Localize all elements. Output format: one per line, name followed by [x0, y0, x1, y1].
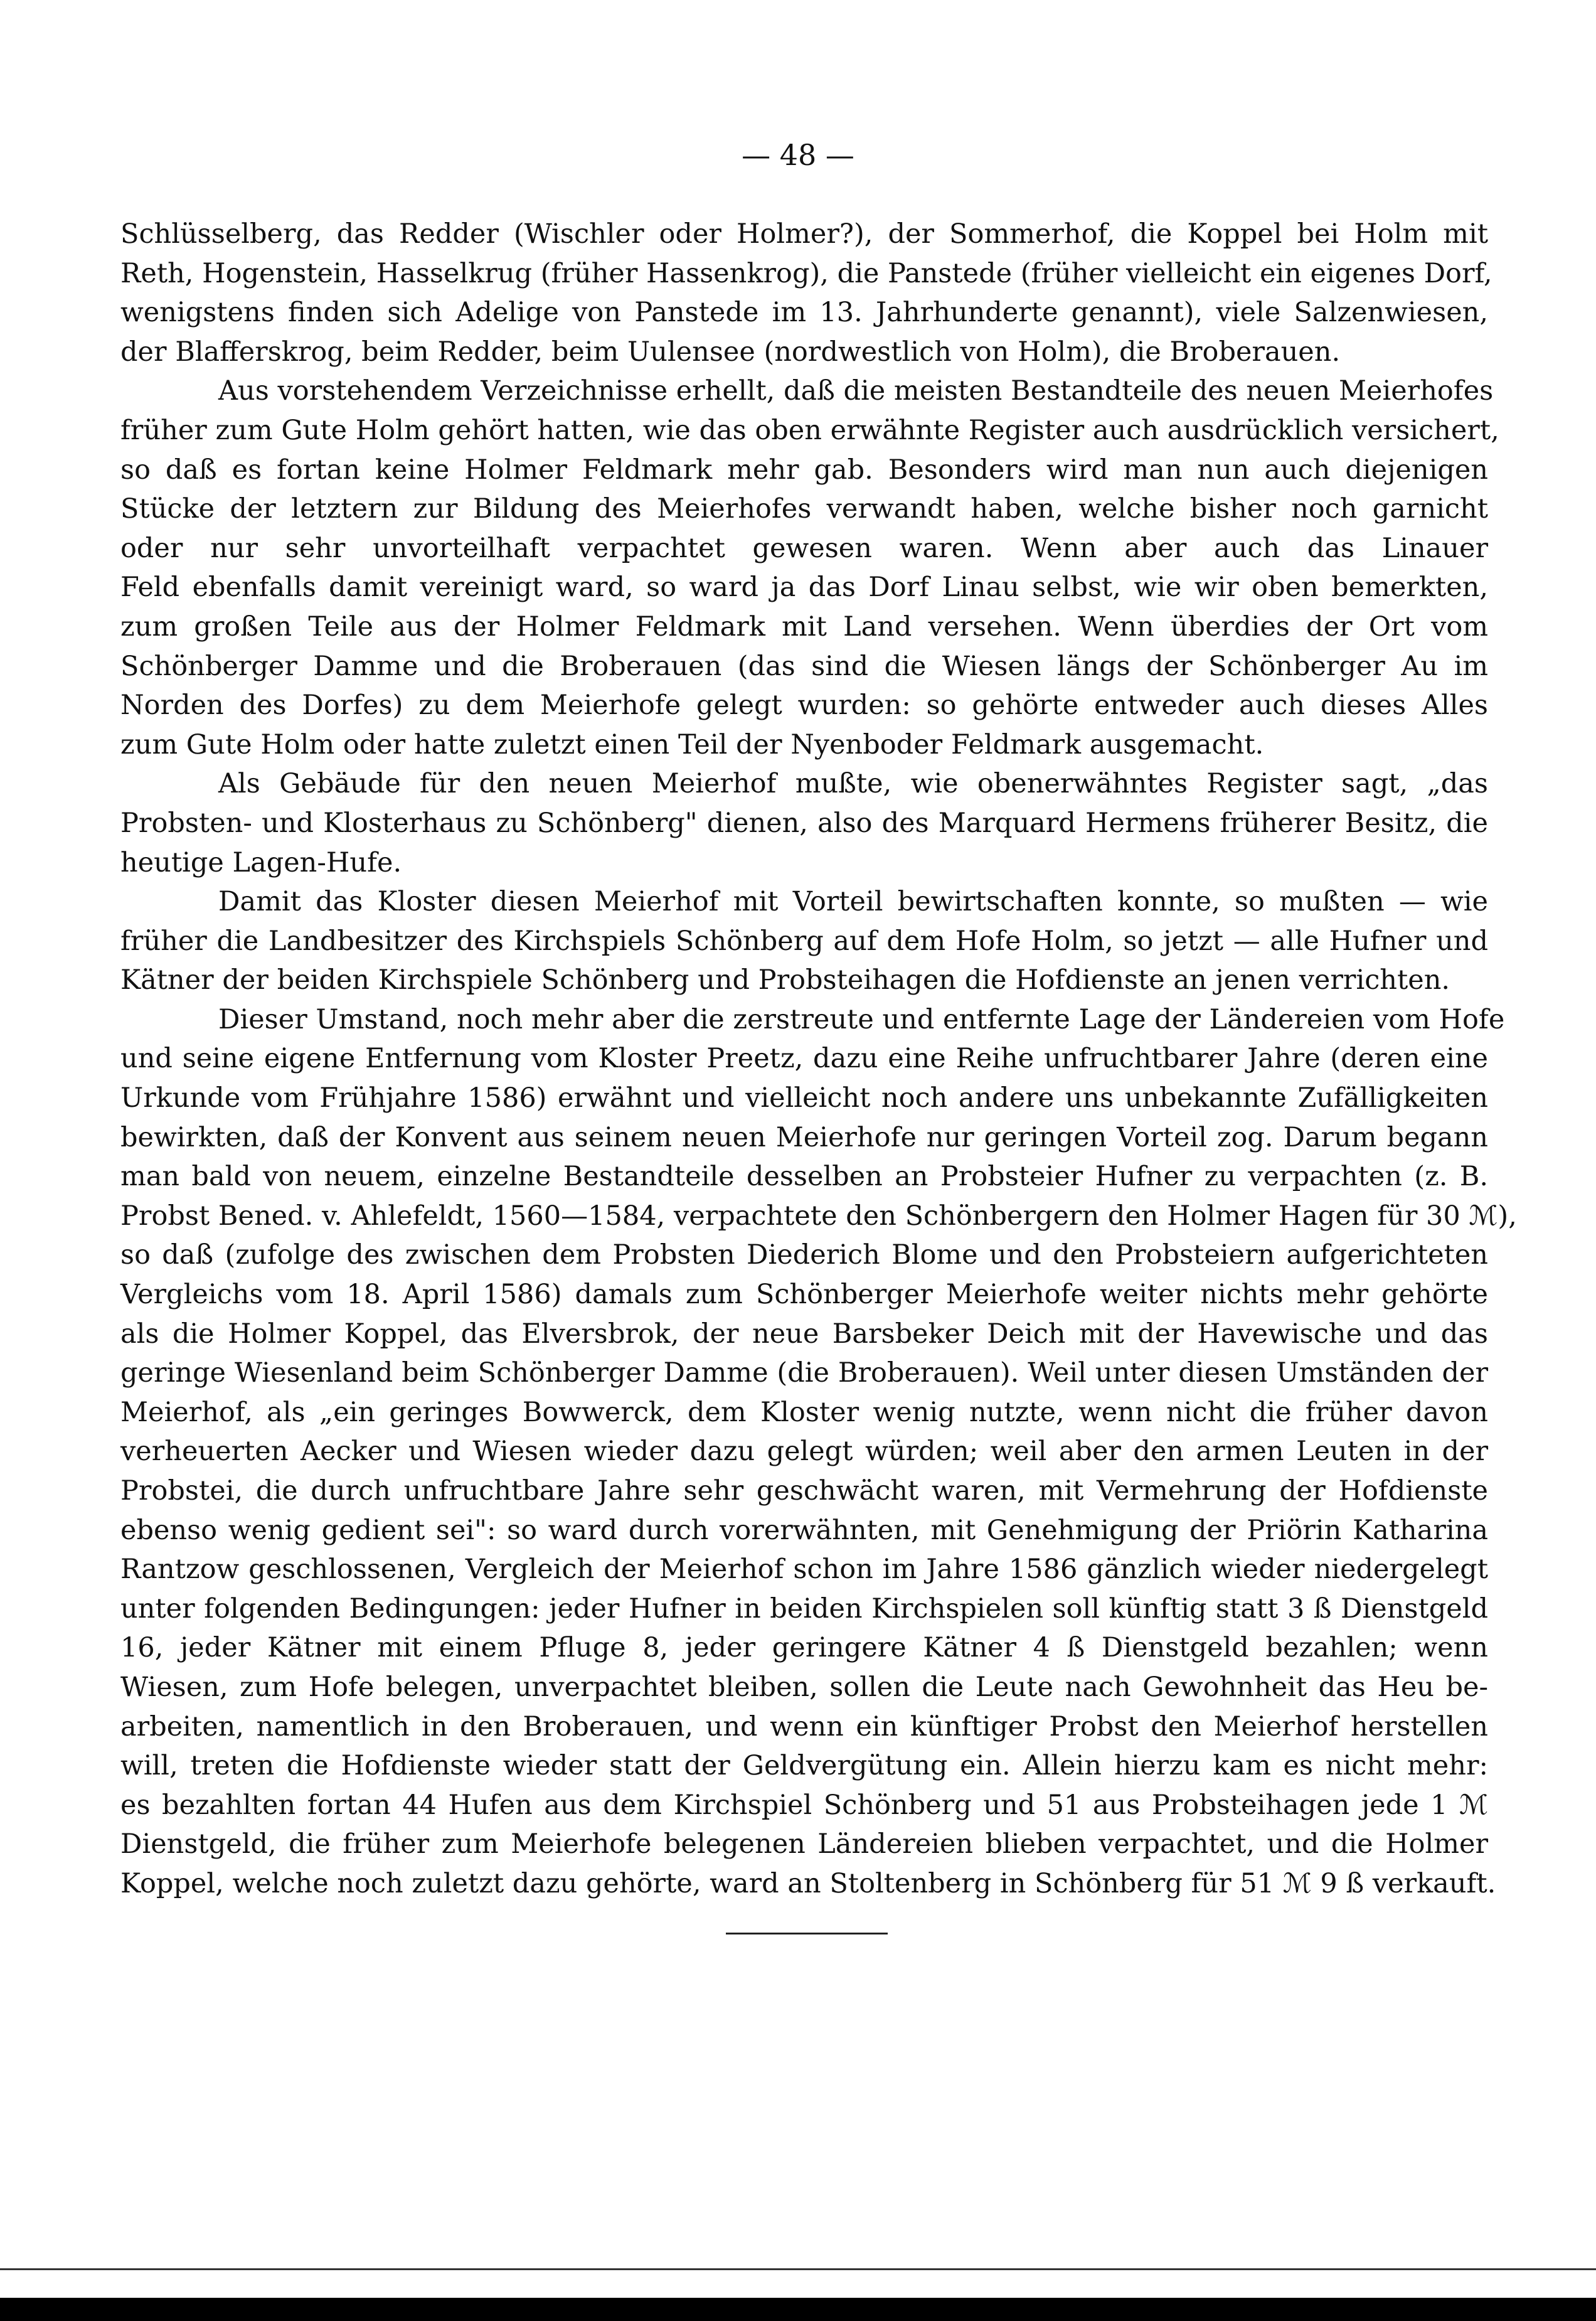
text-line: Rantzow geschlossenen, Vergleich der Meierhof schon im Jahre 1586 gänzlich wieder niedergelegt — [120, 1554, 1488, 1586]
text-line: Reth, Hogenstein, Hasselkrug (früher Hassenkrog), die Panstede (früher vielleicht ein eigenes Dorf, — [120, 257, 1492, 289]
section-divider — [726, 1933, 888, 1934]
text-line: will, treten die Hofdienste wieder statt der Geldvergütung ein. Allein hierzu kam es nicht mehr: — [120, 1750, 1488, 1782]
text-line: und seine eigene Entfernung vom Kloster Preetz, dazu eine Reihe unfruchtbarer Jahre (deren eine — [120, 1043, 1488, 1075]
text-line: Vergleichs vom 18. April 1586) damals zum Schönberger Meierhofe weiter nichts mehr gehörte — [120, 1279, 1488, 1311]
text-line: früher die Landbesitzer des Kirchspiels Schönberg auf dem Hofe Holm, so jetzt — alle Hufner und — [120, 925, 1488, 957]
text-line: Probsten- und Klosterhaus zu Schönberg" dienen, also des Marquard Hermens früherer Besitz, die — [120, 807, 1488, 839]
scan-edge-line — [0, 2268, 1596, 2270]
body-text — [120, 215, 1517, 1904]
text-line: Probst Bened. v. Ahlefeldt, 1560—1584, verpachtete den Schönbergern den Holmer Hagen für 30 ℳ), — [120, 1200, 1517, 1232]
text-line: 16, jeder Kätner mit einem Pfluge 8, jeder geringere Kätner 4 ß Dienstgeld bezahlen; wenn — [120, 1632, 1488, 1664]
scan-edge-bar — [0, 2298, 1596, 2321]
text-line: so daß es fortan keine Holmer Feldmark mehr gab. Besonders wird man nun auch diejenigen — [120, 454, 1488, 486]
text-line: Kätner der beiden Kirchspiele Schönberg und Probsteihagen die Hofdienste an jenen verrichten. — [120, 964, 1450, 996]
text-line: geringe Wiesenland beim Schönberger Damme (die Broberauen). Weil unter diesen Umständen der — [120, 1357, 1488, 1389]
text-line: zum Gute Holm oder hatte zuletzt einen Teil der Nyenboder Feldmark ausgemacht. — [120, 728, 1264, 760]
text-line: zum großen Teile aus der Holmer Feldmark mit Land versehen. Wenn überdies der Ort vom — [120, 611, 1488, 643]
text-line: Aus vorstehendem Verzeichnisse erhellt, daß die meisten Bestandteile des neuen Meierhofes — [218, 375, 1494, 407]
text-line: arbeiten, namentlich in den Broberauen, und wenn ein künftiger Probst den Meierhof herstellen — [120, 1710, 1488, 1742]
text-line: Feld ebenfalls damit vereinigt ward, so ward ja das Dorf Linau selbst, wie wir oben bemerkten, — [120, 572, 1488, 604]
text-line: Schlüsselberg, das Redder (Wischler oder Holmer?), der Sommerhof, die Koppel bei Holm mit — [120, 218, 1488, 250]
text-line: ebenso wenig gedient sei": so ward durch vorerwähnten, mit Genehmigung der Priörin Katharina — [120, 1514, 1488, 1546]
text-line: Urkunde vom Frühjahre 1586) erwähnt und vielleicht noch andere uns unbekannte Zufälligkeiten — [120, 1082, 1488, 1114]
text-line: wenigstens finden sich Adelige von Panstede im 13. Jahrhunderte genannt), viele Salzenwiesen, — [120, 297, 1488, 329]
text-line: verheuerten Aecker und Wiesen wieder dazu gelegt würden; weil aber den armen Leuten in der — [120, 1436, 1488, 1468]
text-line: man bald von neuem, einzelne Bestandteile desselben an Probsteier Hufner zu verpachten (z. B. — [120, 1161, 1488, 1193]
text-line: Schönberger Damme und die Broberauen (das sind die Wiesen längs der Schönberger Au im — [120, 650, 1488, 682]
text-line: Stücke der letztern zur Bildung des Meierhofes verwandt haben, welche bisher noch garnicht — [120, 493, 1488, 525]
text-line: unter folgenden Bedingungen: jeder Hufner in beiden Kirchspielen soll künftig statt 3 ß Dienstgeld — [120, 1593, 1488, 1625]
text-line: Probstei, die durch unfruchtbare Jahre sehr geschwächt waren, mit Vermehrung der Hofdienste — [120, 1475, 1488, 1507]
text-line: der Blafferskrog, beim Redder, beim Uulensee (nordwestlich von Holm), die Broberauen. — [120, 336, 1341, 368]
text-line: Dienstgeld, die früher zum Meierhofe belegenen Ländereien blieben verpachtet, und die Holmer — [120, 1828, 1488, 1860]
text-line: es bezahlten fortan 44 Hufen aus dem Kirchspiel Schönberg und 51 aus Probsteihagen jede 1 ℳ — [120, 1789, 1488, 1821]
page-number: — 48 — — [742, 138, 854, 172]
text-line: heutige Lagen-Hufe. — [120, 846, 402, 878]
text-line: Damit das Kloster diesen Meierhof mit Vorteil bewirtschaften konnte, so mußten — wie — [218, 886, 1488, 918]
text-line: oder nur sehr unvorteilhaft verpachtet gewesen waren. Wenn aber auch das Linauer — [120, 532, 1488, 564]
text-line: Norden des Dorfes) zu dem Meierhofe gelegt wurden: so gehörte entweder auch dieses Alles — [120, 690, 1488, 722]
text-line: Dieser Umstand, noch mehr aber die zerstreute und entfernte Lage der Ländereien vom Hofe — [218, 1003, 1505, 1035]
text-line: bewirkten, daß der Konvent aus seinem neuen Meierhofe nur geringen Vorteil zog. Darum begann — [120, 1121, 1488, 1153]
text-line: so daß (zufolge des zwischen dem Probsten Diederich Blome und den Probsteiern aufgerichteten — [120, 1239, 1488, 1271]
text-line: Meierhof, als „ein geringes Bowwerck, dem Kloster wenig nutzte, wenn nicht die früher davon — [120, 1396, 1488, 1428]
text-line: Wiesen, zum Hofe belegen, unverpachtet bleiben, sollen die Leute nach Gewohnheit das Heu be- — [120, 1671, 1488, 1703]
text-line: Als Gebäude für den neuen Meierhof mußte, wie obenerwähntes Register sagt, „das — [218, 768, 1488, 800]
text-line: Koppel, welche noch zuletzt dazu gehörte, ward an Stoltenberg in Schönberg für 51 ℳ 9 ß verkauft. — [120, 1867, 1496, 1899]
text-line: früher zum Gute Holm gehört hatten, wie das oben erwähnte Register auch ausdrücklich versichert, — [120, 414, 1499, 446]
text-line: als die Holmer Koppel, das Elversbrok, der neue Barsbeker Deich mit der Havewische und das — [120, 1318, 1488, 1350]
